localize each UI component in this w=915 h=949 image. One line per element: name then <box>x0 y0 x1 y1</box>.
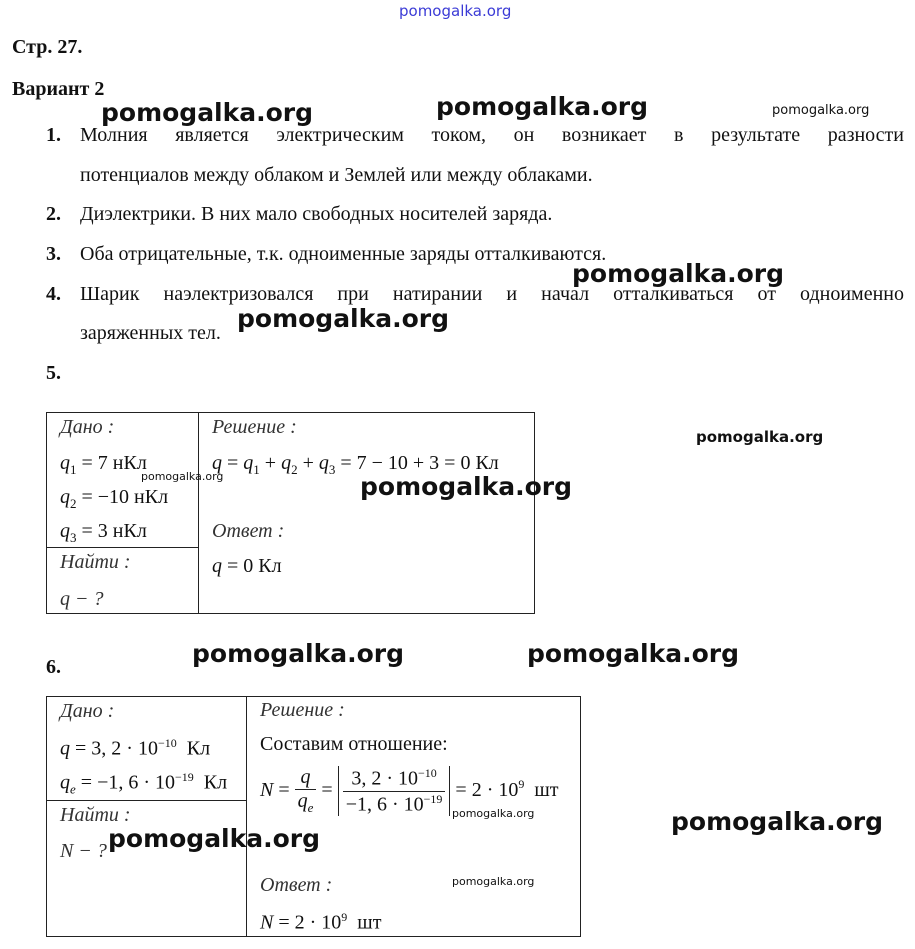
answer-number: 5. <box>46 362 61 384</box>
task5-table <box>46 412 535 614</box>
solution-formula: N = $\frac{q}{q_e}$ = $\frac{3, 2 \cdot 10^{-10}}{-1, 6 \cdot 10^{-19}}$ = $2 \cdot 10^9$ шт <box>260 766 559 816</box>
solution-formula: $q = q_1 + q_2 + q_3 = 7 - 10 + 3 = 0$ Кл <box>212 452 499 477</box>
given-label: Дано : <box>60 416 115 438</box>
answer-text: потенциалов между облаком и Землей или между облаками. <box>80 164 593 186</box>
table-divider <box>46 800 247 801</box>
watermark-text: pomogalka.org <box>772 103 870 118</box>
given-q1: $q_1 = 7$ нКл <box>60 452 147 477</box>
answer-label: Ответ : <box>212 520 285 542</box>
given-q2: $q_2 = -10$ нКл <box>60 486 169 511</box>
watermark-text: pomogalka.org <box>360 472 573 501</box>
solution-step: Составим отношение: <box>260 733 448 755</box>
answer-number: 2. <box>46 203 61 225</box>
watermark-text: pomogalka.org <box>237 304 450 333</box>
watermark-text: pomogalka.org <box>527 639 740 668</box>
given-qe: $q_e = -1$, $6 \cdot 10^{-19}$ Кл <box>60 770 228 797</box>
answer-value: $N = 2 \cdot 10^9$ шт <box>260 910 382 934</box>
answer-text: заряженных тел. <box>80 322 221 344</box>
answer-text: Молния является электрическим током, он возникает в результате разности <box>80 124 904 146</box>
find-label: Найти : <box>60 804 131 826</box>
table-divider <box>46 547 199 548</box>
watermark-text: pomogalka.org <box>141 470 224 483</box>
watermark-text: pomogalka.org <box>436 92 649 121</box>
find-label: Найти : <box>60 551 131 573</box>
given-q3: $q_3 = 3$ нКл <box>60 520 147 545</box>
watermark-text: pomogalka.org <box>572 259 785 288</box>
answer-label: Ответ : <box>260 874 333 896</box>
watermark-text: pomogalka.org <box>696 428 824 446</box>
page-reference: Стр. 27. <box>12 36 83 58</box>
find-value: q − ? <box>60 588 104 610</box>
top-watermark-link[interactable]: pomogalka.org <box>399 2 512 20</box>
given-label: Дано : <box>60 700 115 722</box>
watermark-text: pomogalka.org <box>192 639 405 668</box>
watermark-text: pomogalka.org <box>108 824 321 853</box>
solution-label: Решение : <box>260 699 345 721</box>
watermark-text: pomogalka.org <box>452 875 535 888</box>
answer-value: q = 0 Кл <box>212 555 282 577</box>
watermark-text: pomogalka.org <box>101 98 314 127</box>
table-divider <box>198 412 199 614</box>
given-q: q = 3, $2 \cdot 10^{-10}$ Кл <box>60 736 211 760</box>
answer-number: 4. <box>46 283 61 305</box>
watermark-text: pomogalka.org <box>671 807 884 836</box>
find-value: N − ? <box>60 840 107 862</box>
answer-text: Оба отрицательные, т.к. одноименные заряды отталкиваются. <box>80 243 607 265</box>
answer-text: Шарик наэлектризовался при натирании и начал отталкиваться от одноименно <box>80 283 904 305</box>
answer-number: 6. <box>46 656 61 678</box>
table-divider <box>246 696 247 937</box>
variant-heading: Вариант 2 <box>12 78 105 100</box>
answer-number: 1. <box>46 124 61 146</box>
solution-label: Решение : <box>212 416 297 438</box>
answer-number: 3. <box>46 243 61 265</box>
watermark-text: pomogalka.org <box>452 807 535 820</box>
answer-text: Диэлектрики. В них мало свободных носителей заряда. <box>80 203 553 225</box>
